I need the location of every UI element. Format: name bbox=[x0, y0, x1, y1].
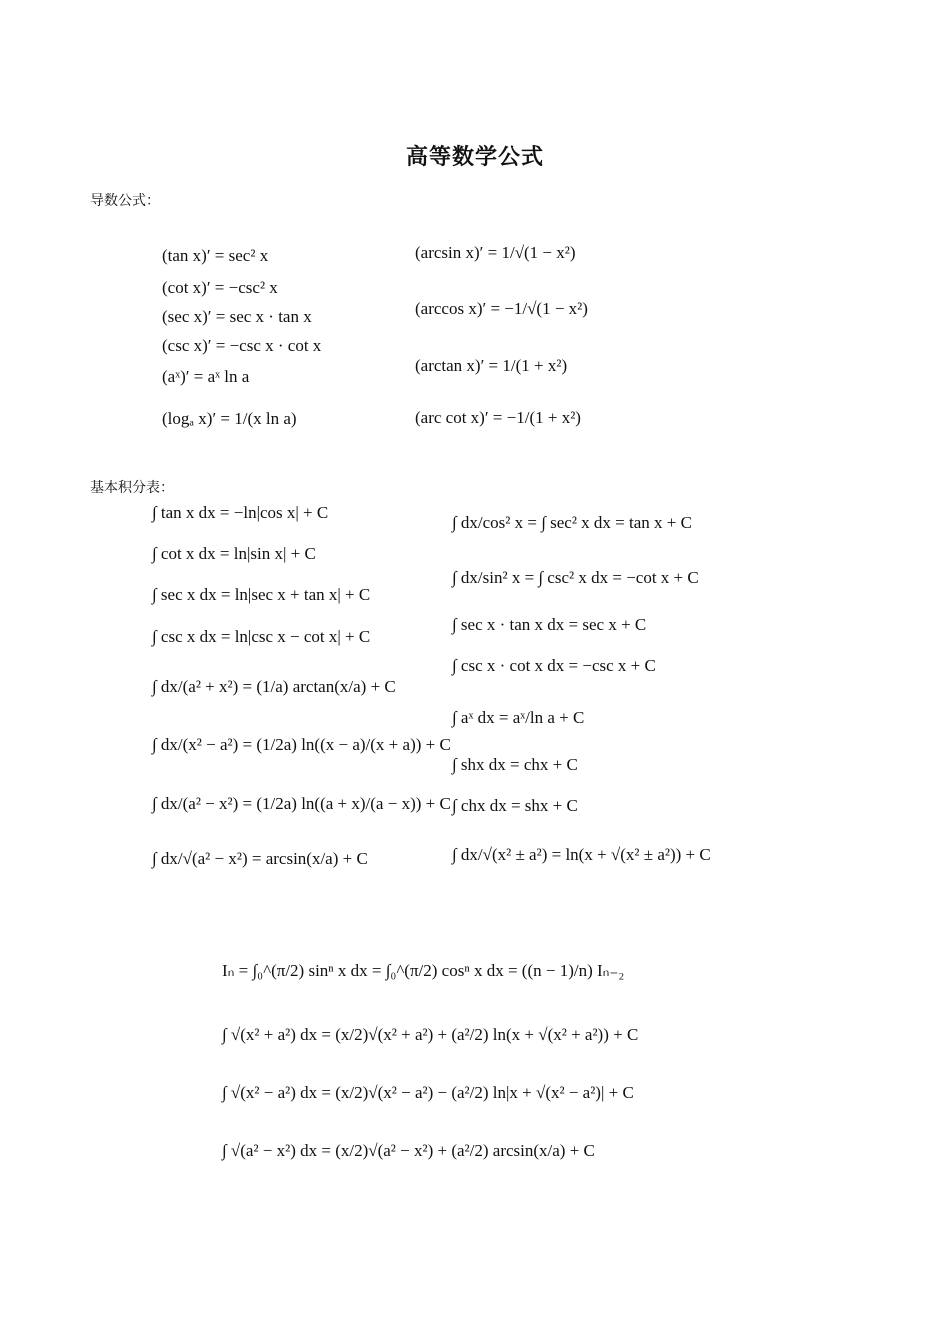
integral-formula: ∫ dx/(a² + x²) = (1/a) arctan(x/a) + C bbox=[152, 677, 396, 696]
integral-formula: ∫ sec x dx = ln|sec x + tan x| + C bbox=[152, 585, 371, 604]
derivative-formula: (arcsin x)′ = 1/√(1 − x²) bbox=[415, 243, 576, 262]
integral-formula: ∫ aˣ dx = aˣ/ln a + C bbox=[452, 708, 585, 727]
derivative-formula: (cot x)′ = −csc² x bbox=[162, 278, 278, 297]
derivative-formula: (arctan x)′ = 1/(1 + x²) bbox=[415, 356, 568, 375]
integral-formula: ∫ tan x dx = −ln|cos x| + C bbox=[152, 503, 329, 522]
integral-formula: ∫ √(x² − a²) dx = (x/2)√(x² − a²) − (a²/2) ln|x + √(x² − a²)| + C bbox=[222, 1083, 634, 1102]
derivative-formula: (aˣ)′ = aˣ ln a bbox=[162, 367, 250, 386]
page-title: 高等数学公式 bbox=[405, 145, 544, 170]
integral-formula: ∫ √(x² + a²) dx = (x/2)√(x² + a²) + (a²/2) ln(x + √(x² + a²)) + C bbox=[222, 1025, 639, 1044]
integral-formula: ∫ dx/cos² x = ∫ sec² x dx = tan x + C bbox=[452, 513, 692, 532]
derivative-formula: (tan x)′ = sec² x bbox=[162, 246, 269, 265]
derivative-formula: (arc cot x)′ = −1/(1 + x²) bbox=[415, 408, 581, 427]
integral-formula: ∫ shx dx = chx + C bbox=[452, 755, 578, 774]
integral-formula: ∫ chx dx = shx + C bbox=[452, 796, 578, 815]
integral-formula: ∫ csc x dx = ln|csc x − cot x| + C bbox=[152, 627, 371, 646]
reduction-formula: Iₙ = ∫₀^(π/2) sinⁿ x dx = ∫₀^(π/2) cosⁿ x dx = ((n − 1)/n) Iₙ₋₂ bbox=[222, 961, 625, 980]
integral-formula: ∫ dx/(x² − a²) = (1/2a) ln((x − a)/(x + a)) + C bbox=[152, 735, 451, 754]
integral-formula: ∫ dx/sin² x = ∫ csc² x dx = −cot x + C bbox=[452, 568, 699, 587]
derivative-formula: (logₐ x)′ = 1/(x ln a) bbox=[162, 409, 297, 428]
integral-formula: ∫ csc x · cot x dx = −csc x + C bbox=[452, 656, 656, 675]
section-heading-integrals: 基本积分表： bbox=[90, 480, 174, 496]
integral-formula: ∫ sec x · tan x dx = sec x + C bbox=[452, 615, 647, 634]
integral-formula: ∫ dx/√(x² ± a²) = ln(x + √(x² ± a²)) + C bbox=[452, 845, 711, 864]
section-heading-derivatives: 导数公式： bbox=[90, 193, 160, 209]
derivative-formula: (sec x)′ = sec x · tan x bbox=[162, 307, 312, 326]
derivative-formula: (arccos x)′ = −1/√(1 − x²) bbox=[415, 299, 588, 318]
integral-formula: ∫ cot x dx = ln|sin x| + C bbox=[152, 544, 316, 563]
derivative-formula: (csc x)′ = −csc x · cot x bbox=[162, 336, 322, 355]
integral-formula: ∫ dx/(a² − x²) = (1/2a) ln((a + x)/(a − x)) + C bbox=[152, 794, 451, 813]
integral-formula: ∫ √(a² − x²) dx = (x/2)√(a² − x²) + (a²/2) arcsin(x/a) + C bbox=[222, 1141, 595, 1160]
integral-formula: ∫ dx/√(a² − x²) = arcsin(x/a) + C bbox=[152, 849, 368, 868]
